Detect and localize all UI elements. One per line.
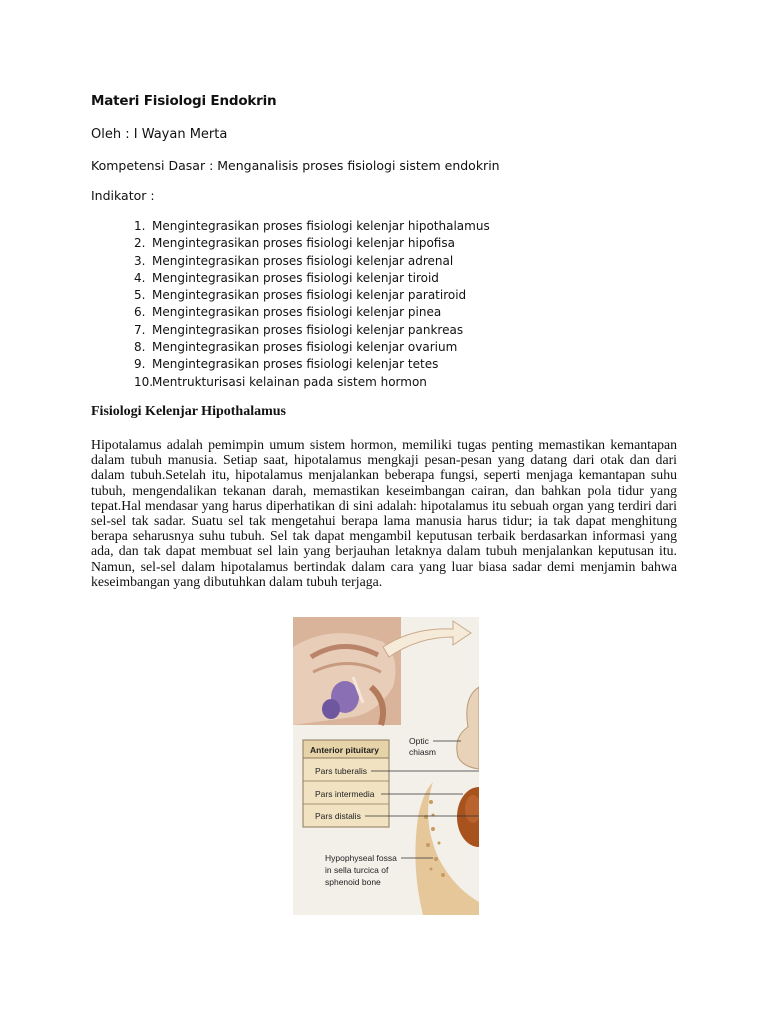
pituitary-anatomy bbox=[415, 687, 479, 915]
fossa-label-3: sphenoid bone bbox=[325, 877, 381, 887]
optic-label-1: Optic bbox=[409, 736, 429, 746]
body-paragraph: Hipotalamus adalah pemimpin umum sistem hormon, memiliki tugas penting memastikan kemantapan dalam tubuh manusia. Setiap saat, hipotalamus mengkaji pesan-pesan yang datang dari otak dan dari dalam tubuh.Setelah itu, hipotalamus menjalankan beberapa fungsi, seperti menjaga kemantapan suhu tubuh, mengendalikan tekanan darah, memastikan keseimbangan cairan, dan bahkan pola tidur yang tepat.Hal mendasar yang harus diperhatikan di sini adalah: hipotalamus itu sebuah organ yang terdiri dari sel-sel tak sadar. Suatu sel tak mengetahui berapa lama manusia harus tidur; ia tak dapat menghitung berapa seharusnya suhu tubuh. Sel tak dapat mengambil keputusan terbaik berdasarkan informasi yang ada, dan tak dapat membuat sel lain yang berjauhan letaknya dalam tubuh menjalankan keputusan itu. Namun, sel-sel dalam hipotalamus bertindak dalam cara yang luar biasa sadar demi menjamin bahwa keseimbangan yang dibutuhkan dalam tubuh terjaga. bbox=[91, 437, 677, 589]
list-item: 8. Mengintegrasikan proses fisiologi kelenjar ovarium bbox=[134, 340, 458, 355]
list-item: 2. Mengintegrasikan proses fisiologi kelenjar hipofisa bbox=[134, 236, 455, 251]
list-item: 4. Mengintegrasikan proses fisiologi kelenjar tiroid bbox=[134, 270, 439, 285]
list-item: 1. Mengintegrasikan proses fisiologi kelenjar hipothalamus bbox=[134, 219, 490, 233]
box-title: Anterior pituitary bbox=[310, 745, 379, 755]
list-item: 3. Mengintegrasikan proses fisiologi kelenjar adrenal bbox=[134, 253, 454, 268]
part-label: Pars tuberalis bbox=[315, 766, 367, 776]
list-item: 10.Mentrukturisasi kelainan pada sistem hormon bbox=[134, 374, 427, 389]
list-item: 9. Mengintegrasikan proses fisiologi kelenjar tetes bbox=[134, 357, 439, 372]
fossa-label-1: Hypophyseal fossa bbox=[325, 853, 397, 863]
list-item: 5. Mengintegrasikan proses fisiologi kelenjar paratiroid bbox=[134, 288, 467, 303]
author-line: Oleh : I Wayan Merta bbox=[91, 127, 228, 142]
part-label: Pars distalis bbox=[315, 811, 361, 821]
anterior-pituitary-box bbox=[303, 740, 389, 827]
pituitary-illustration bbox=[293, 617, 479, 915]
brain-inset bbox=[293, 617, 401, 725]
indicator-heading: Indikator : bbox=[91, 188, 155, 203]
part-label: Pars intermedia bbox=[315, 789, 375, 799]
section-heading: Fisiologi Kelenjar Hipothalamus bbox=[91, 404, 286, 419]
list-item: 7. Mengintegrasikan proses fisiologi kelenjar pankreas bbox=[134, 322, 464, 337]
competency-line: Kompetensi Dasar : Menganalisis proses fisiologi sistem endokrin bbox=[91, 158, 500, 173]
document-title: Materi Fisiologi Endokrin bbox=[91, 93, 277, 109]
optic-label-2: chiasm bbox=[409, 747, 436, 757]
indicator-list bbox=[134, 218, 490, 391]
fossa-label-2: in sella turcica of bbox=[325, 865, 389, 875]
list-item: 6. Mengintegrasikan proses fisiologi kelenjar pinea bbox=[134, 305, 442, 320]
